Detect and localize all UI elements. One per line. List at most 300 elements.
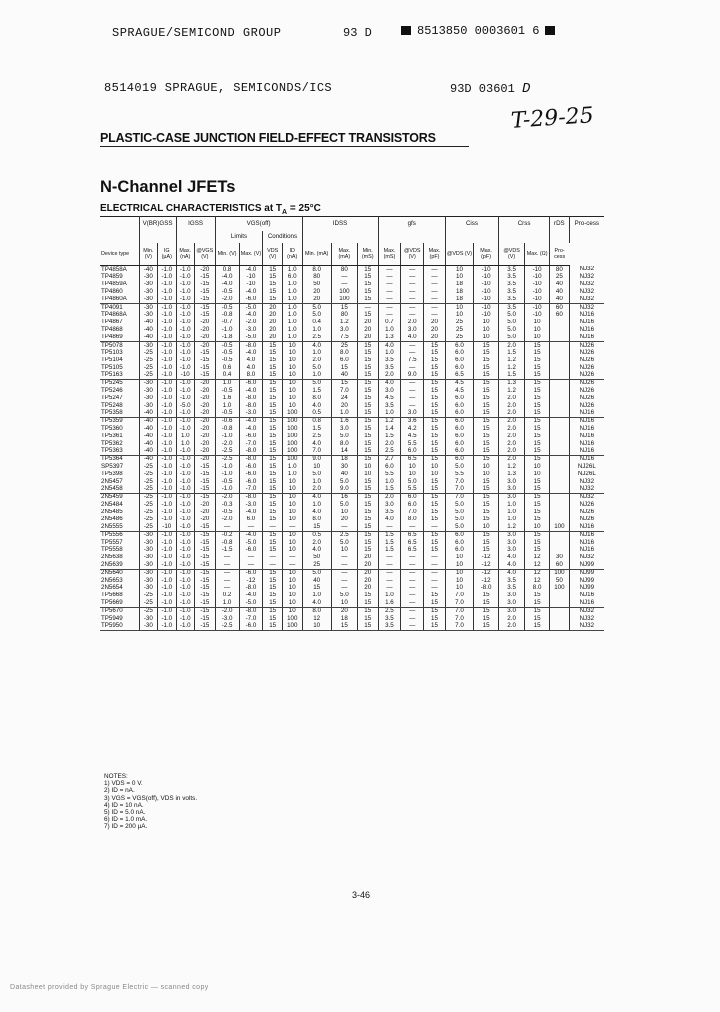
table-cell: -1.0 — [158, 273, 176, 280]
section-title-rule — [100, 146, 469, 147]
table-cell: — — [331, 577, 357, 584]
table-cell: 15 — [474, 615, 499, 622]
table-cell: -1.0 — [158, 501, 176, 508]
characteristics-temp: = 25°C — [289, 203, 321, 214]
table-cell: 10 — [357, 463, 378, 470]
table-cell: 4.0 — [378, 516, 401, 523]
table-cell: 16 — [331, 493, 357, 501]
table-cell: 15 — [263, 584, 283, 591]
table-cell: -1.0 — [176, 471, 194, 478]
table-cell: — — [401, 561, 424, 569]
table-cell: -8.0 — [239, 607, 263, 615]
table-cell: 8.0 — [302, 516, 331, 523]
table-cell: 4.0 — [378, 341, 401, 349]
unit-header-cell: Min. (mS) — [357, 243, 378, 266]
device-type-cell: TP5248 — [101, 402, 123, 409]
table-cell: 0.4 — [302, 319, 331, 326]
table-cell: 15 — [525, 417, 550, 425]
jfet-characteristics-table — [100, 216, 604, 631]
header-cell: gfs — [378, 217, 445, 232]
table-cell: -15 — [194, 471, 215, 478]
table-cell: 7.0 — [445, 599, 473, 607]
table-cell: 1.4 — [378, 425, 401, 432]
table-cell: — — [378, 561, 401, 569]
device-type-cell: 2N5639 — [100, 561, 139, 569]
table-cell: 3.5 — [499, 288, 525, 295]
table-cell: 3.0 — [499, 539, 525, 546]
table-row — [100, 349, 604, 356]
table-cell: 1.0 — [499, 509, 525, 516]
table-cell: 15 — [424, 622, 446, 630]
table-cell: -30 — [139, 387, 157, 394]
table-cell: 15 — [474, 539, 499, 546]
unit-header-cell: Min. (V) — [215, 243, 239, 266]
table-cell: NJ16 — [569, 539, 604, 546]
header-cell: Ciss — [445, 217, 498, 232]
table-cell: 1.2 — [499, 463, 525, 470]
header-code — [343, 26, 372, 40]
table-cell: 5.0 — [445, 523, 473, 531]
table-cell: 1.6 — [331, 417, 357, 425]
table-cell: 2.0 — [499, 395, 525, 402]
table-cell: 15 — [357, 433, 378, 440]
table-cell: 4.0 — [302, 599, 331, 607]
table-cell: 8.0 — [239, 371, 263, 379]
table-cell: 10 — [331, 546, 357, 553]
table-cell: 7.0 — [401, 509, 424, 516]
device-type-cell: TP5104 — [101, 356, 123, 364]
table-cell: -30 — [139, 379, 157, 387]
table-cell: -25 — [139, 501, 157, 508]
table-cell: 15 — [525, 485, 550, 493]
table-cell: 100 — [282, 425, 302, 432]
table-cell: 15 — [331, 622, 357, 630]
table-cell: NJ16 — [569, 417, 604, 425]
table-cell: 15 — [357, 273, 378, 280]
table-cell: — — [401, 273, 424, 280]
table-cell: -20 — [194, 402, 215, 409]
table-cell: 0.5 — [302, 531, 331, 539]
table-cell: -10 — [525, 296, 550, 304]
table-cell: 15 — [263, 463, 283, 470]
table-cell: 18 — [445, 296, 473, 304]
table-cell: -1.0 — [176, 478, 194, 485]
table-cell: -30 — [139, 395, 157, 402]
table-cell: -20 — [194, 440, 215, 447]
table-cell: -4.0 — [239, 349, 263, 356]
device-type-cell: TP5103 — [101, 349, 123, 356]
table-cell: 10 — [282, 516, 302, 523]
table-cell: -12 — [474, 577, 499, 584]
device-type-cell: TP4867 — [101, 318, 123, 326]
table-cell: -25 — [139, 516, 157, 523]
table-cell: 15 — [357, 417, 378, 425]
table-cell: 15 — [357, 266, 378, 274]
table-cell: 12 — [525, 554, 550, 561]
table-cell: 60 — [550, 311, 570, 318]
table-cell: 2.0 — [302, 539, 331, 546]
table-cell: 1.0 — [215, 599, 239, 607]
table-cell: 5.0 — [445, 463, 473, 470]
device-type-cell: TP5246 — [101, 387, 123, 394]
table-cell: 1.3 — [499, 379, 525, 387]
table-cell: -8.0 — [239, 341, 263, 349]
table-cell: 15 — [525, 341, 550, 349]
table-cell: -15 — [194, 493, 215, 501]
table-cell — [550, 493, 570, 501]
header-line-2 — [104, 81, 332, 95]
table-cell: -10 — [474, 281, 499, 288]
table-cell: -10 — [525, 273, 550, 280]
device-type-cell: 2N5638 — [101, 553, 123, 561]
table-cell: -1.0 — [176, 463, 194, 470]
table-cell: 1.0 — [282, 311, 302, 318]
table-cell: 20 — [331, 516, 357, 523]
device-type-cell: TP4859 — [101, 273, 123, 280]
table-cell: -1.0 — [176, 273, 194, 280]
table-cell: 4.0 — [302, 546, 331, 553]
table-cell: NJ99 — [569, 569, 604, 577]
table-cell: 8.0 — [525, 584, 550, 591]
table-row — [100, 516, 604, 523]
table-cell: — — [424, 577, 446, 584]
device-type-cell: 2N5459 — [101, 493, 123, 501]
table-cell: -7.0 — [239, 615, 263, 622]
table-cell: 15 — [263, 501, 283, 508]
unit-header-cell: @VDS (V) — [445, 243, 473, 266]
table-cell: -15 — [194, 364, 215, 371]
table-cell: NJ32 — [569, 478, 604, 485]
table-cell: 3.5 — [499, 266, 525, 274]
table-cell: 40 — [331, 371, 357, 379]
table-cell: -2.0 — [215, 607, 239, 615]
table-cell: -0.8 — [215, 425, 239, 432]
table-cell: -15 — [194, 577, 215, 584]
table-cell: -1.0 — [176, 607, 194, 615]
table-cell: 15 — [357, 546, 378, 553]
table-cell: 12 — [525, 561, 550, 569]
table-cell: -1.8 — [215, 334, 239, 342]
table-cell: -15 — [194, 531, 215, 539]
table-cell: -1.0 — [158, 379, 176, 387]
table-cell: 40 — [331, 471, 357, 478]
table-cell: 15 — [474, 341, 499, 349]
table-cell: 15 — [525, 509, 550, 516]
table-cell: 10 — [445, 303, 473, 311]
table-cell: NJ32 — [569, 273, 604, 280]
table-cell: 4.0 — [499, 554, 525, 561]
table-cell: — — [263, 554, 283, 561]
table-cell: -1.0 — [158, 387, 176, 394]
table-cell: 3.0 — [378, 387, 401, 394]
unit-header-cell: Max. (Ω) — [525, 243, 550, 266]
table-cell: -6.0 — [239, 463, 263, 470]
table-cell: -15 — [194, 311, 215, 318]
table-cell: 6.0 — [445, 364, 473, 371]
table-row — [100, 296, 604, 304]
table-cell — [550, 371, 570, 379]
table-cell: 1.2 — [378, 417, 401, 425]
table-cell: NJ32 — [569, 622, 604, 630]
table-cell: -1.0 — [176, 622, 194, 630]
table-cell: 3.0 — [499, 592, 525, 599]
table-cell: 6.0 — [401, 493, 424, 501]
table-cell: 5.0 — [302, 303, 331, 311]
table-cell: — — [331, 281, 357, 288]
table-cell: 18 — [445, 281, 473, 288]
table-cell: 10 — [474, 334, 499, 342]
table-cell: 15 — [525, 501, 550, 508]
table-cell: 10 — [445, 554, 473, 561]
table-cell: NJ26 — [569, 364, 604, 371]
table-cell: 15 — [474, 501, 499, 508]
table-row — [100, 371, 604, 379]
table-cell: 1.0 — [302, 349, 331, 356]
table-cell: 15 — [424, 501, 446, 508]
table-cell: — — [263, 561, 283, 569]
table-cell: -1.0 — [158, 425, 176, 432]
table-cell: -1.5 — [215, 546, 239, 553]
table-cell: -30 — [139, 561, 157, 569]
table-cell: 10 — [474, 523, 499, 531]
table-row — [100, 539, 604, 546]
table-cell: — — [331, 273, 357, 280]
device-type-cell: 2N5486 — [101, 515, 123, 523]
table-cell: 1.0 — [282, 326, 302, 333]
table-cell: 12 — [525, 569, 550, 577]
unit-header-cell: ID (nA) — [282, 243, 302, 266]
table-cell: 2.0 — [302, 357, 331, 364]
table-cell: 6.5 — [401, 455, 424, 463]
table-cell: -10 — [474, 303, 499, 311]
table-cell: — — [401, 395, 424, 402]
table-cell: — — [424, 296, 446, 304]
table-cell: 1.2 — [331, 319, 357, 326]
table-cell: 3.5 — [378, 615, 401, 622]
table-cell: -1.0 — [176, 379, 194, 387]
table-cell: 100 — [282, 409, 302, 417]
table-cell: -15 — [194, 569, 215, 577]
table-cell — [550, 364, 570, 371]
table-cell: 3.5 — [499, 584, 525, 591]
table-cell: 10 — [525, 334, 550, 342]
table-cell: -20 — [194, 447, 215, 455]
table-row — [100, 592, 604, 599]
table-cell: 15 — [263, 395, 283, 402]
table-cell: -1.0 — [176, 615, 194, 622]
table-cell: NJ32 — [569, 493, 604, 501]
table-cell: 15 — [263, 447, 283, 455]
table-cell: 15 — [424, 371, 446, 379]
note-line: 1) VDS = 0 V. — [104, 780, 143, 788]
table-cell: NJ16 — [569, 440, 604, 447]
table-cell: 15 — [424, 485, 446, 493]
table-cell: -15 — [194, 592, 215, 599]
table-cell: 15 — [357, 592, 378, 599]
device-type-cell: 2N5640 — [101, 569, 123, 577]
table-cell: 15 — [525, 402, 550, 409]
table-cell: 10 — [282, 546, 302, 553]
table-cell: 1.0 — [499, 501, 525, 508]
table-cell: NJ26 — [569, 387, 604, 394]
table-cell: 5.0 — [331, 539, 357, 546]
table-cell: 100 — [331, 288, 357, 295]
table-cell: -1.0 — [176, 334, 194, 342]
table-cell: 6.0 — [445, 395, 473, 402]
table-cell: -12 — [474, 561, 499, 569]
table-cell: -7.0 — [239, 440, 263, 447]
table-cell: -10 — [525, 311, 550, 318]
table-cell: 10 — [282, 592, 302, 599]
table-cell: -1.0 — [176, 539, 194, 546]
table-cell: -4.0 — [215, 273, 239, 280]
table-cell: — — [401, 266, 424, 274]
table-row — [100, 303, 604, 311]
table-cell: 2.0 — [378, 440, 401, 447]
table-cell: -5.0 — [176, 402, 194, 409]
table-cell: 7.0 — [445, 615, 473, 622]
table-cell: 2.0 — [499, 409, 525, 417]
table-cell: -0.6 — [215, 417, 239, 425]
table-cell: 1.2 — [499, 357, 525, 364]
table-cell: — — [401, 379, 424, 387]
header-line-2-text: 8514019 SPRAGUE, SEMICONDS/ICS — [104, 81, 333, 95]
table-cell: 20 — [357, 334, 378, 342]
table-cell: -1.0 — [176, 599, 194, 607]
table-cell: — — [424, 266, 446, 274]
table-cell: 10 — [282, 599, 302, 607]
table-cell: 50 — [302, 554, 331, 561]
device-type-cell: TP4860 — [101, 288, 123, 295]
table-cell: 15 — [525, 409, 550, 417]
table-cell: 40 — [550, 296, 570, 304]
table-cell: -1.0 — [176, 592, 194, 599]
table-cell: NJ16 — [569, 455, 604, 463]
unit-header-cell: Min. (V) — [139, 243, 157, 266]
table-cell: 15 — [331, 364, 357, 371]
table-cell: 15 — [357, 364, 378, 371]
table-cell: -0.5 — [215, 349, 239, 356]
table-cell: 6.5 — [401, 546, 424, 553]
table-cell: -1.0 — [158, 592, 176, 599]
table-cell: -20 — [194, 516, 215, 523]
device-type-cell: TP4869 — [100, 334, 139, 342]
table-cell — [550, 433, 570, 440]
device-type-cell: TP5078 — [101, 341, 123, 349]
table-cell: -8.0 — [239, 493, 263, 501]
table-cell: 15 — [357, 371, 378, 379]
table-cell: NJ16 — [569, 546, 604, 553]
table-cell: 20 — [357, 584, 378, 591]
table-cell: -3.0 — [239, 409, 263, 417]
table-cell: 10 — [445, 561, 473, 569]
table-cell: — — [215, 523, 239, 531]
table-cell — [550, 395, 570, 402]
table-cell: 20 — [424, 326, 446, 333]
table-cell: 15 — [474, 409, 499, 417]
table-row — [100, 509, 604, 516]
table-cell: NJ32 — [569, 266, 604, 274]
table-cell: -1.0 — [176, 485, 194, 493]
table-cell: NJ16 — [569, 433, 604, 440]
table-cell: -1.0 — [158, 463, 176, 470]
table-cell: -1.0 — [176, 509, 194, 516]
table-cell: 2.0 — [499, 615, 525, 622]
table-cell: 15 — [357, 341, 378, 349]
table-cell: 10 — [282, 501, 302, 508]
header-cell: VGS(off) — [215, 217, 302, 232]
table-cell: 5.0 — [331, 501, 357, 508]
table-cell: — — [378, 577, 401, 584]
table-row — [100, 266, 604, 274]
header-cell: rDS — [550, 217, 570, 232]
table-cell: 15 — [357, 288, 378, 295]
table-cell: -30 — [139, 402, 157, 409]
table-cell — [550, 546, 570, 553]
table-cell: -0.5 — [215, 303, 239, 311]
note-line: 4) ID = 10 nA. — [104, 801, 144, 809]
table-cell: -1.0 — [158, 455, 176, 463]
table-cell: — — [357, 303, 378, 311]
table-cell: 15 — [357, 523, 378, 531]
table-cell: -0.5 — [215, 509, 239, 516]
table-cell: NJ26 — [569, 349, 604, 356]
table-cell: -4.0 — [239, 592, 263, 599]
table-cell: 5.0 — [499, 319, 525, 326]
table-cell: 15 — [474, 433, 499, 440]
table-cell: 6.0 — [445, 433, 473, 440]
table-cell: NJ16 — [569, 311, 604, 318]
table-cell: 3.6 — [401, 417, 424, 425]
table-cell: -0.7 — [215, 319, 239, 326]
table-cell: — — [263, 523, 283, 531]
note-line: NOTES: — [104, 773, 128, 780]
table-cell: -30 — [139, 341, 157, 349]
device-type-cell: 2N5485 — [101, 508, 123, 516]
table-cell: -1.0 — [176, 447, 194, 455]
table-cell: -30 — [139, 577, 157, 584]
table-cell: 1.0 — [282, 463, 302, 470]
table-cell — [550, 387, 570, 394]
table-cell: 6.0 — [445, 440, 473, 447]
table-cell: 100 — [550, 569, 570, 577]
table-cell: 2.0 — [378, 371, 401, 379]
table-cell: 5.5 — [401, 485, 424, 493]
device-type-cell: TP4858A — [101, 265, 127, 273]
table-cell — [550, 599, 570, 607]
table-cell: 80 — [331, 266, 357, 274]
table-cell: 7.0 — [445, 607, 473, 615]
table-cell: -15 — [194, 281, 215, 288]
table-cell: -30 — [139, 281, 157, 288]
table-cell — [550, 447, 570, 455]
table-cell: -1.0 — [215, 485, 239, 493]
table-cell: 7.0 — [445, 493, 473, 501]
table-cell: -40 — [139, 319, 157, 326]
table-cell: 2.7 — [378, 455, 401, 463]
table-cell: 15 — [474, 516, 499, 523]
table-cell: 2.0 — [302, 485, 331, 493]
table-cell: 10 — [282, 349, 302, 356]
table-row — [100, 561, 604, 569]
table-cell: 20 — [357, 554, 378, 561]
table-cell: 1.5 — [378, 433, 401, 440]
table-cell — [550, 425, 570, 432]
table-cell: 2.0 — [499, 440, 525, 447]
table-cell: 10 — [282, 387, 302, 394]
table-cell — [550, 463, 570, 470]
table-cell: 3.0 — [331, 326, 357, 333]
